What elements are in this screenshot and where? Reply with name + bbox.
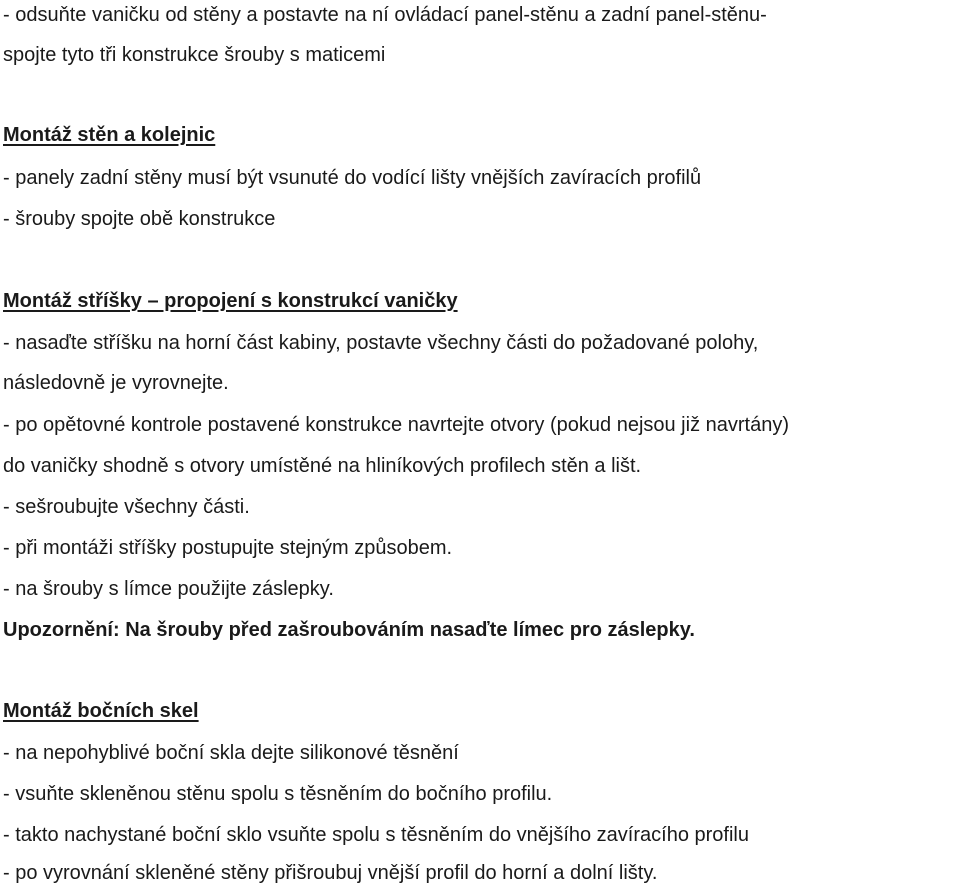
paragraph-line: - šrouby spojte obě konstrukce: [3, 208, 276, 230]
paragraph-line: - po vyrovnání skleněné stěny přišroubuj vnější profil do horní a dolní lišty.: [3, 862, 658, 884]
section-heading-walls-rails: Montáž stěn a kolejnic: [3, 124, 216, 146]
paragraph-line: - odsuňte vaničku od stěny a postavte na ní ovládací panel-stěnu a zadní panel-stěnu-: [3, 4, 767, 26]
paragraph-line: - panely zadní stěny musí být vsunuté do vodící lišty vnějších zavíracích profilů: [3, 167, 702, 189]
paragraph-line: do vaničky shodně s otvory umístěné na hliníkových profilech stěn a lišt.: [3, 455, 642, 477]
paragraph-line: následovně je vyrovnejte.: [3, 372, 229, 394]
paragraph-line: - nasaďte stříšku na horní část kabiny, postavte všechny části do požadované polohy,: [3, 332, 759, 354]
paragraph-line: - na nepohyblivé boční skla dejte silikonové těsnění: [3, 742, 459, 764]
warning-note: Upozornění: Na šrouby před zašroubováním nasaďte límec pro záslepky.: [3, 619, 695, 641]
section-heading-roof: Montáž stříšky – propojení s konstrukcí vaničky: [3, 290, 458, 312]
paragraph-line: - vsuňte skleněnou stěnu spolu s těsněním do bočního profilu.: [3, 783, 553, 805]
paragraph-line: spojte tyto tři konstrukce šrouby s maticemi: [3, 44, 386, 66]
paragraph-line: - takto nachystané boční sklo vsuňte spolu s těsněním do vnějšího zavíracího profilu: [3, 824, 749, 846]
paragraph-line: - na šrouby s límce použijte záslepky.: [3, 578, 334, 600]
paragraph-line: - sešroubujte všechny části.: [3, 496, 250, 518]
paragraph-line: - po opětovné kontrole postavené konstrukce navrtejte otvory (pokud nejsou již navrtány): [3, 414, 789, 436]
section-heading-side-glass: Montáž bočních skel: [3, 700, 199, 722]
paragraph-line: - při montáži stříšky postupujte stejným způsobem.: [3, 537, 453, 559]
